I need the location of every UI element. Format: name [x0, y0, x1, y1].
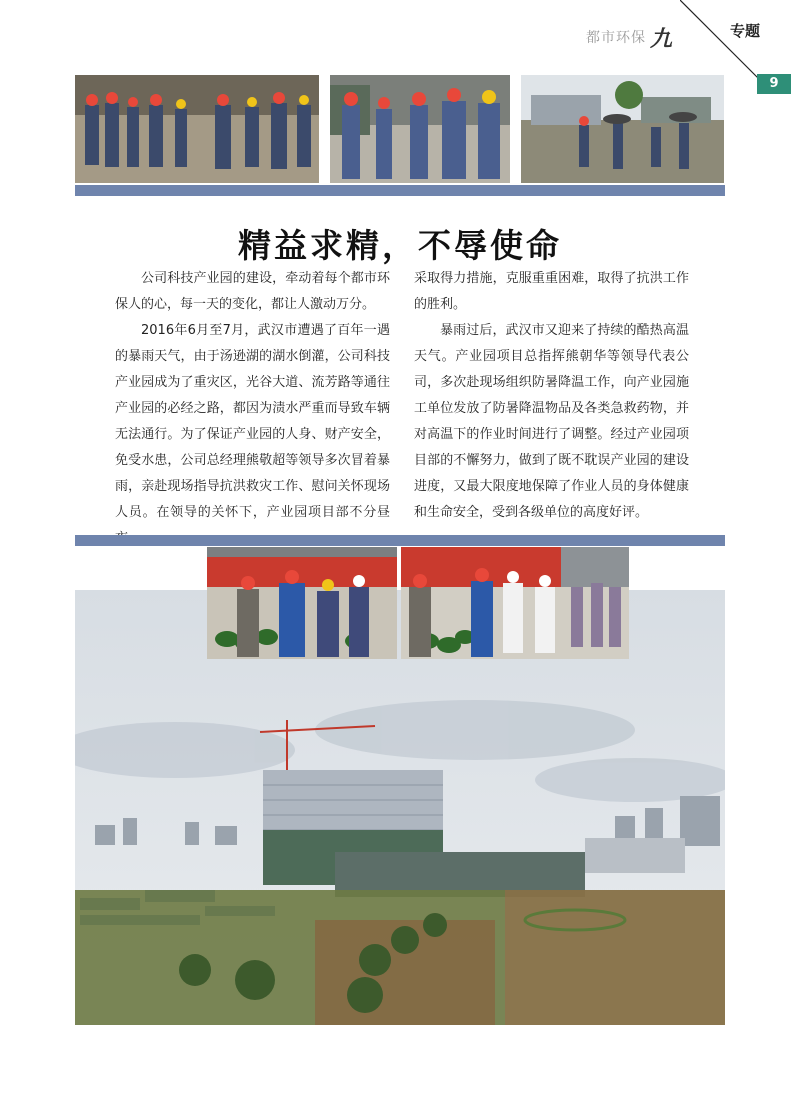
top-color-band: [75, 185, 725, 196]
photo-watermelon-distribution-2: [401, 547, 629, 659]
page-number: 9: [757, 74, 791, 94]
article-right-column: [414, 266, 689, 526]
magazine-brand: [586, 22, 686, 52]
photo-site-inspection-tour: [330, 75, 510, 183]
paragraph: 暴雨过后，武汉市又迎来了持续的酷热高温天气。产业园项目总指挥熊朝华等领导代表公司，多次赴现场组织防暑降温工作，向产业园施工单位发放了防暑降温物品及各类急救药物，并对高温下的作业时间进行了调整。经过产业园项目部的不懈努力，做到了既不耽误产业园的建设进度，又最大限度地保障了作业人员的身体健康和生命安全，受到各级单位的高度好评。: [414, 323, 689, 520]
brand-swash: 九: [650, 26, 674, 52]
middle-color-band: [75, 535, 725, 546]
photo-site-inspection-group: [75, 75, 319, 183]
article-title: 精益求精，不辱使命: [238, 226, 562, 265]
brand-text: 都市环保: [586, 30, 646, 46]
photo-watermelon-distribution-1: [207, 547, 397, 659]
paragraph: 采取得力措施，克服重重困难，取得了抗洪工作的胜利。: [414, 271, 689, 312]
paragraph: 公司科技产业园的建设，牵动着每个都市环保人的心，每一天的变化，都让人激动万分。: [115, 271, 390, 312]
section-title: 专题: [730, 22, 761, 40]
paragraph: 2016年6月至7月，武汉市遭遇了百年一遇的暴雨天气，由于汤逊湖的湖水倒灌，公司科技产业园成为了重灾区，光谷大道、流芳路等通往产业园的必经之路，都因为渍水严重而导致车辆无法通行。为了保证产业园的人身、财产安全，免受水患，公司总经理熊敬超等领导多次冒着暴雨，亲赴现场指导抗洪救灾工作、慰问关怀现场人员。在领导的关怀下，产业园项目部不分昼: [115, 323, 390, 520]
photo-rainy-site-visit: [521, 75, 724, 183]
article-left-column: [115, 266, 390, 552]
